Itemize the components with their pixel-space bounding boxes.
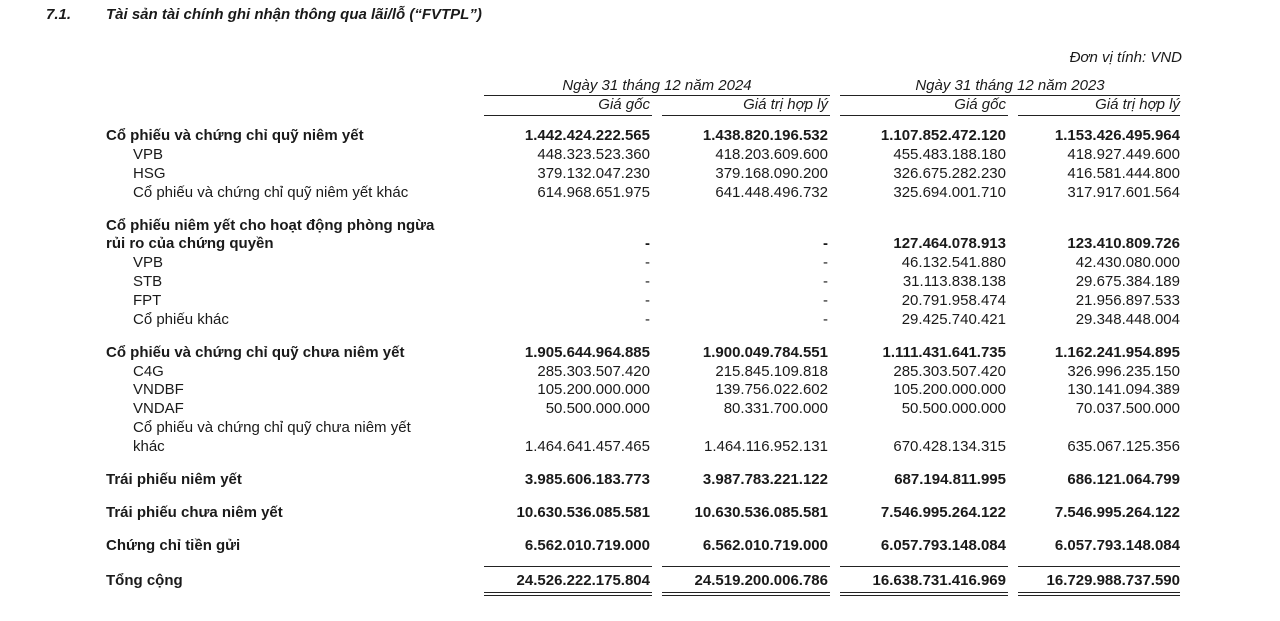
row-value: 418.927.449.600 — [1067, 146, 1180, 163]
table-row — [0, 363, 1280, 383]
colhead-rule-3 — [840, 115, 1008, 116]
row-label: Cổ phiếu niêm yết cho hoạt động phòng ngừa — [106, 217, 435, 234]
row-value: 42.430.080.000 — [1075, 254, 1180, 271]
row-value: 130.141.094.389 — [1067, 381, 1180, 398]
row-label: Trái phiếu niêm yết — [106, 471, 242, 488]
row-label: VPB — [133, 146, 164, 163]
row-label: VNDBF — [133, 381, 184, 398]
table-row — [0, 184, 1280, 204]
table-row — [0, 254, 1280, 274]
table-row — [0, 344, 1280, 364]
colhead-cost-2024: Giá gốc — [598, 96, 650, 113]
row-value: - — [645, 235, 650, 252]
total-rule-top-3 — [840, 566, 1008, 567]
row-label: Cổ phiếu và chứng chỉ quỹ chưa niêm yết — [106, 344, 405, 361]
table-row — [0, 400, 1280, 420]
table-row — [0, 438, 1280, 458]
row-value: 31.113.838.138 — [902, 273, 1006, 290]
row-value: 6.057.793.148.084 — [880, 537, 1006, 554]
table-row — [0, 504, 1280, 524]
row-value: 7.546.995.264.122 — [1054, 504, 1180, 521]
row-value: 687.194.811.995 — [894, 471, 1006, 488]
row-value: 317.917.601.564 — [1067, 184, 1180, 201]
row-value: 416.581.444.800 — [1067, 165, 1180, 182]
row-value: - — [645, 273, 650, 290]
row-value: 670.428.134.315 — [893, 438, 1006, 455]
row-value: 1.442.424.222.565 — [524, 127, 650, 144]
row-value: 3.987.783.221.122 — [702, 471, 828, 488]
table-row — [0, 537, 1280, 557]
total-rule-top-1 — [484, 566, 652, 567]
total-double-rule-4 — [1018, 592, 1180, 596]
table-row-total — [0, 572, 1280, 592]
colhead-rule-2 — [662, 115, 830, 116]
row-value: 16.638.731.416.969 — [872, 572, 1006, 589]
row-value: 24.519.200.006.786 — [694, 572, 828, 589]
row-label: Cổ phiếu và chứng chỉ quỹ niêm yết — [106, 127, 364, 144]
colhead-fair-2024: Giá trị hợp lý — [743, 96, 828, 113]
row-value: 123.410.809.726 — [1067, 235, 1180, 252]
row-value: - — [823, 292, 828, 309]
row-value: 50.500.000.000 — [545, 400, 650, 417]
row-value: 1.900.049.784.551 — [702, 344, 828, 361]
row-label-line2: khác — [133, 438, 165, 455]
colhead-cost-2023: Giá gốc — [954, 96, 1006, 113]
total-double-rule-1 — [484, 592, 652, 596]
colhead-rule-1 — [484, 115, 652, 116]
row-label: Cổ phiếu khác — [133, 311, 229, 328]
row-value: 455.483.188.180 — [893, 146, 1006, 163]
row-value: 1.107.852.472.120 — [880, 127, 1006, 144]
table-row — [0, 273, 1280, 293]
row-value: 29.348.448.004 — [1075, 311, 1180, 328]
row-value: 285.303.507.420 — [893, 363, 1006, 380]
row-value: 641.448.496.732 — [715, 184, 828, 201]
table-row — [0, 235, 1280, 255]
row-value: 10.630.536.085.581 — [516, 504, 650, 521]
table-row-label-line1 — [0, 217, 1280, 237]
row-value: 635.067.125.356 — [1067, 438, 1180, 455]
row-value: 326.675.282.230 — [893, 165, 1006, 182]
period-2024: Ngày 31 tháng 12 năm 2024 — [562, 77, 752, 94]
row-label: C4G — [133, 363, 164, 380]
row-value: - — [645, 254, 650, 271]
row-value: 1.153.426.495.964 — [1054, 127, 1180, 144]
row-value: 29.675.384.189 — [1075, 273, 1180, 290]
unit-label: Đơn vị tính: VND — [1069, 49, 1182, 66]
row-value: 1.464.641.457.465 — [524, 438, 650, 455]
colhead-fair-2023: Giá trị hợp lý — [1095, 96, 1180, 113]
row-value: 215.845.109.818 — [715, 363, 828, 380]
row-value: 686.121.064.799 — [1067, 471, 1180, 488]
row-value: - — [645, 292, 650, 309]
row-value: - — [645, 311, 650, 328]
period-2023: Ngày 31 tháng 12 năm 2023 — [915, 77, 1105, 94]
total-rule-top-2 — [662, 566, 830, 567]
row-value: 105.200.000.000 — [893, 381, 1006, 398]
row-value: 418.203.609.600 — [715, 146, 828, 163]
row-value: 1.111.431.641.735 — [882, 344, 1006, 361]
row-value: - — [823, 235, 828, 252]
row-label: STB — [133, 273, 163, 290]
row-value: - — [823, 273, 828, 290]
row-value: 16.729.988.737.590 — [1046, 572, 1180, 589]
total-double-rule-3 — [840, 592, 1008, 596]
row-label: HSG — [133, 165, 166, 182]
row-label: Cổ phiếu và chứng chỉ quỹ niêm yết khác — [133, 184, 409, 201]
section-title: Tài sản tài chính ghi nhận thông qua lãi/lỗ (“FVTPL”) — [106, 6, 482, 23]
row-value: 1.438.820.196.532 — [702, 127, 828, 144]
row-value: - — [823, 254, 828, 271]
section-number: 7.1. — [46, 6, 72, 23]
row-label: Chứng chỉ tiền gửi — [106, 537, 241, 554]
row-value: 80.331.700.000 — [723, 400, 828, 417]
row-value: - — [823, 311, 828, 328]
row-label: FPT — [133, 292, 162, 309]
row-value: 105.200.000.000 — [537, 381, 650, 398]
row-value: 10.630.536.085.581 — [694, 504, 828, 521]
row-label: Cổ phiếu và chứng chỉ quỹ chưa niêm yết — [133, 419, 411, 436]
row-value: 614.968.651.975 — [537, 184, 650, 201]
row-value: 379.168.090.200 — [715, 165, 828, 182]
table-row — [0, 165, 1280, 185]
table-row — [0, 292, 1280, 312]
table-row — [0, 311, 1280, 331]
row-label: Tổng cộng — [106, 572, 183, 589]
row-value: 50.500.000.000 — [901, 400, 1006, 417]
row-value: 139.756.022.602 — [715, 381, 828, 398]
row-label: VNDAF — [133, 400, 184, 417]
row-value: 326.996.235.150 — [1067, 363, 1180, 380]
row-value: 29.425.740.421 — [901, 311, 1006, 328]
row-value: 1.464.116.952.131 — [703, 438, 828, 455]
table-row — [0, 146, 1280, 166]
row-label-line2: rủi ro của chứng quyền — [106, 235, 274, 252]
row-value: 1.162.241.954.895 — [1054, 344, 1180, 361]
row-value: 6.562.010.719.000 — [702, 537, 828, 554]
table-row — [0, 381, 1280, 401]
row-value: 448.323.523.360 — [537, 146, 650, 163]
row-value: 1.905.644.964.885 — [524, 344, 650, 361]
row-value: 46.132.541.880 — [901, 254, 1006, 271]
row-value: 20.791.958.474 — [901, 292, 1006, 309]
colhead-rule-4 — [1018, 115, 1180, 116]
table-row — [0, 471, 1280, 491]
row-label: Trái phiếu chưa niêm yết — [106, 504, 283, 521]
row-value: 325.694.001.710 — [893, 184, 1006, 201]
row-value: 6.562.010.719.000 — [524, 537, 650, 554]
total-double-rule-2 — [662, 592, 830, 596]
row-value: 6.057.793.148.084 — [1054, 537, 1180, 554]
row-value: 7.546.995.264.122 — [880, 504, 1006, 521]
total-rule-top-4 — [1018, 566, 1180, 567]
row-value: 127.464.078.913 — [893, 235, 1006, 252]
row-value: 21.956.897.533 — [1075, 292, 1180, 309]
row-value: 24.526.222.175.804 — [516, 572, 650, 589]
row-value: 70.037.500.000 — [1075, 400, 1180, 417]
row-label: VPB — [133, 254, 164, 271]
row-value: 285.303.507.420 — [537, 363, 650, 380]
row-value: 379.132.047.230 — [537, 165, 650, 182]
row-value: 3.985.606.183.773 — [524, 471, 650, 488]
table-row — [0, 127, 1280, 147]
table-row-label-line1 — [0, 419, 1280, 439]
